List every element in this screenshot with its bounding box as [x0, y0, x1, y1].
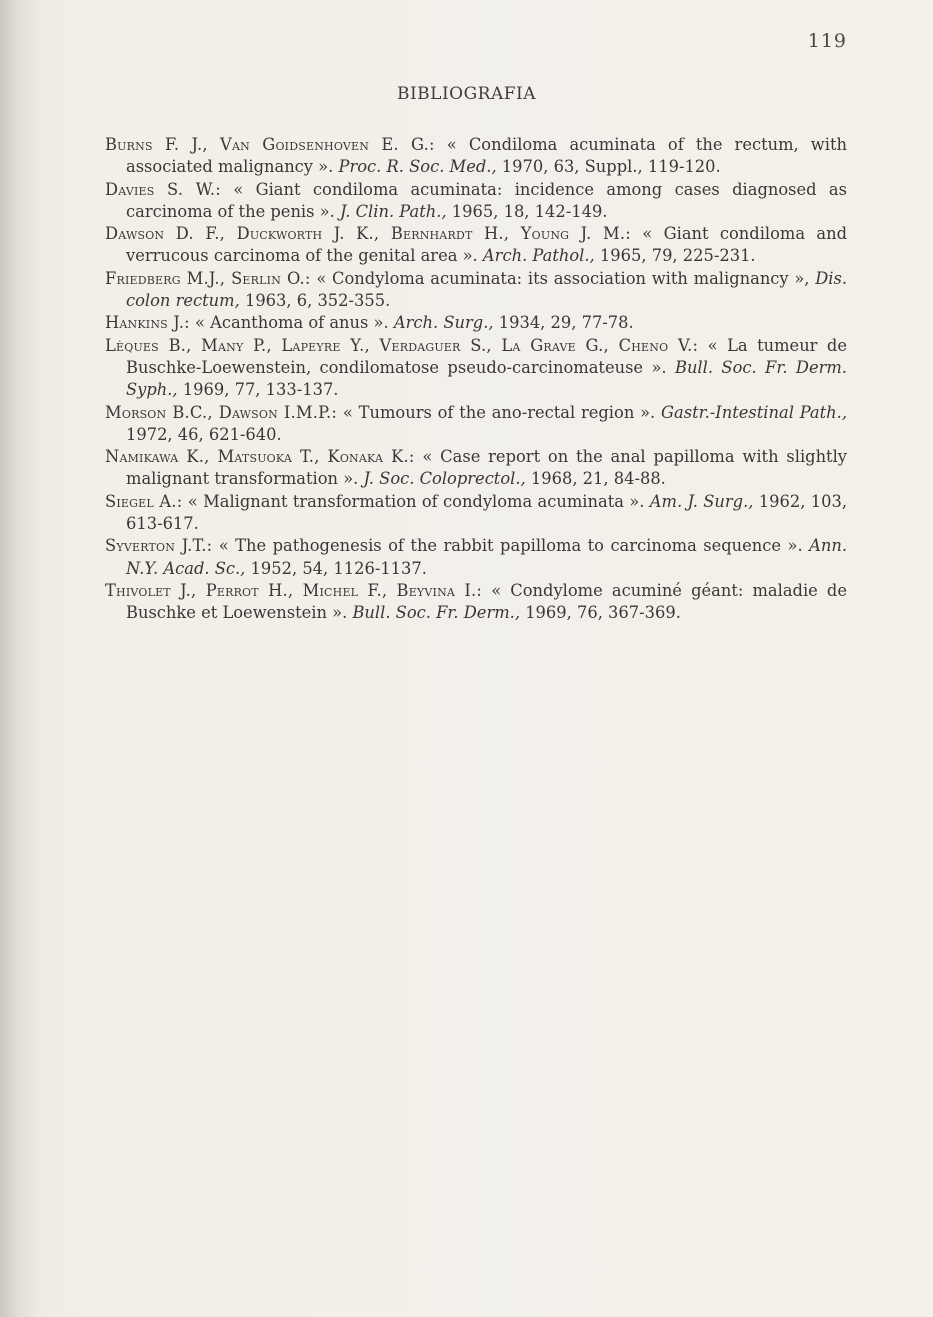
reference-authors: Morson B.C., Dawson I.M.P.: [105, 402, 338, 422]
reference-authors: Namikawa K., Matsuoka T., Konaka K.: [105, 447, 415, 467]
reference-journal: J. Clin. Path., [339, 201, 447, 221]
reference-title: « Condylome acuminé géant: maladie de Buschke et Loewenstein ». [126, 580, 847, 623]
reference-authors: Dawson D. F., Duckworth J. K., Bernhardt H., Young J. M.: [105, 224, 631, 244]
reference-authors: Lèques B., Many P., Lapeyre Y., Verdaguer S., La Grave G., Cheno V.: [105, 335, 699, 355]
reference-details: 1972, 46, 621-640. [126, 424, 282, 444]
reference-title: « Acanthoma of anus ». [189, 313, 394, 333]
reference-title: « Condyloma acuminata: its association with malignancy », [310, 268, 816, 288]
reference-title: « The pathogenesis of the rabbit papilloma to carcinoma sequence ». [212, 536, 810, 556]
reference-journal: Arch. Pathol., [482, 246, 595, 266]
reference-details: 1969, 77, 133-137. [177, 380, 339, 400]
reference-details: 1934, 29, 77-78. [493, 313, 634, 333]
reference-title: « Giant condiloma and verrucous carcinoma of the genital area ». [126, 224, 848, 266]
reference-details: 1969, 76, 367-369. [520, 603, 681, 623]
reference-journal: Bull. Soc. Fr. Derm., [352, 603, 521, 623]
reference-journal: Bull. Soc. Fr. Derm. Syph., [126, 357, 847, 400]
reference-entry [105, 402, 847, 447]
reference-journal: Gastr.-Intestinal Path., [661, 402, 848, 422]
reference-details: 1963, 6, 352-355. [239, 291, 391, 311]
reference-details: 1952, 54, 1126-1137. [245, 558, 427, 578]
reference-journal: Proc. R. Soc. Med., [338, 157, 497, 177]
reference-journal: J. Soc. Coloprectol., [363, 469, 526, 489]
reference-journal: Ann. N.Y. Acad. Sc., [126, 536, 847, 578]
reference-entry [105, 312, 847, 334]
reference-details: 1970, 63, Suppl., 119-120. [496, 157, 721, 177]
page-number: 119 [807, 30, 847, 52]
reference-title: « Giant condiloma acuminata: incidence among cases diagnosed as carcinoma of the penis ». [126, 179, 847, 221]
reference-details: 1965, 79, 225-231. [594, 246, 756, 266]
reference-authors: Burns F. J., Van Goidsenhoven E. G.: [105, 135, 435, 154]
reference-journal: Arch. Surg., [393, 313, 494, 333]
reference-details: 1968, 21, 84-88. [525, 469, 666, 489]
reference-authors: Siegel A.: [105, 491, 183, 511]
reference-entry [105, 223, 847, 268]
reference-journal: Am. J. Surg., [649, 491, 754, 511]
reference-authors: Thivolet J., Perrot H., Michel F., Beyvina I.: [105, 580, 483, 600]
reference-authors: Friedberg M.J., Serlin O.: [105, 268, 311, 288]
reference-entry [105, 268, 847, 313]
reference-entry [105, 134, 847, 179]
reference-journal: Dis. colon rectum, [126, 268, 848, 311]
reference-authors: Syverton J.T.: [105, 536, 213, 556]
reference-entry [105, 179, 847, 224]
page-title: BIBLIOGRAFIA [396, 84, 537, 104]
reference-entry [105, 446, 847, 491]
reference-title: « Condiloma acuminata of the rectum, with associated malignancy ». [126, 135, 847, 177]
reference-title: « Case report on the anal papilloma with slightly malignant transformation ». [126, 447, 848, 489]
reference-entry [105, 335, 847, 402]
reference-details: 1962, 103, 613-617. [126, 491, 847, 534]
reference-authors: Hankins J.: [105, 313, 190, 333]
reference-title: « Tumours of the ano-rectal region ». [337, 402, 662, 422]
reference-entry [105, 535, 847, 580]
reference-entry [105, 491, 847, 536]
reference-title: « Malignant transformation of condyloma acuminata ». [182, 491, 650, 511]
reference-title: « La tumeur de Buschke-Loewenstein, condilomatose pseudo-carcinomateuse ». [126, 335, 847, 377]
reference-details: 1965, 18, 142-149. [446, 201, 608, 221]
bibliography-list [105, 134, 847, 625]
reference-authors: Davies S. W.: [105, 179, 221, 199]
reference-entry [105, 580, 847, 625]
